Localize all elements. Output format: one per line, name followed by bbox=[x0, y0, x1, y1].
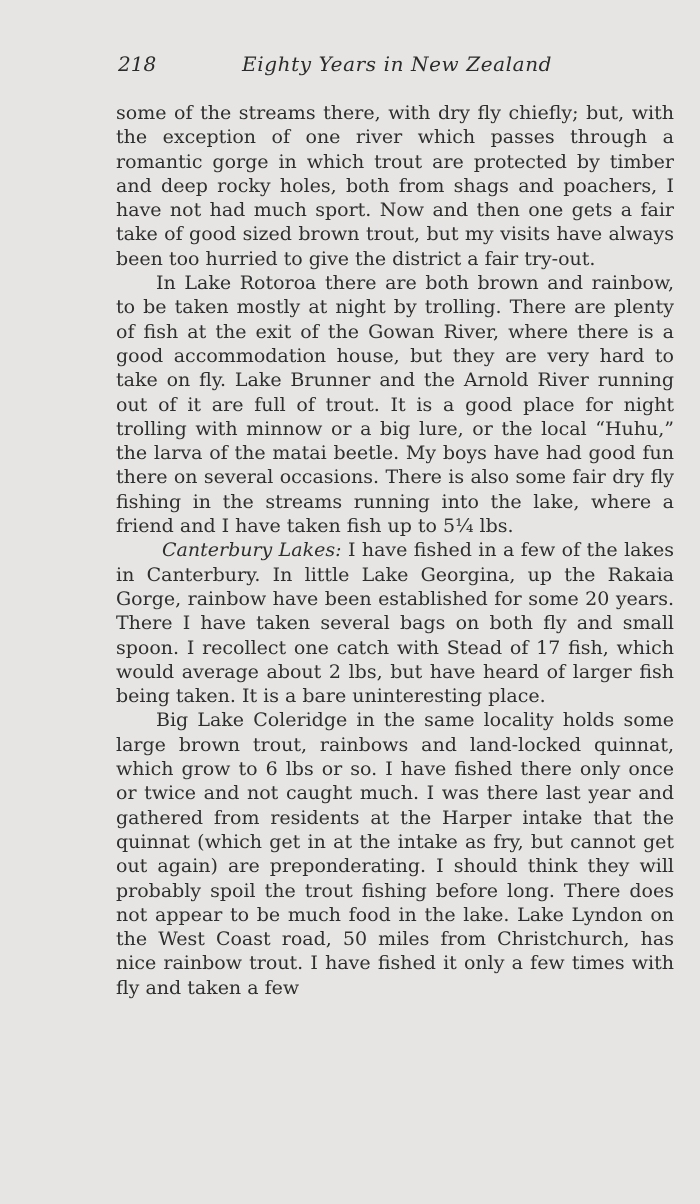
page-header bbox=[118, 52, 674, 84]
section-heading-canterbury-lakes: Canterbury Lakes: bbox=[162, 539, 342, 562]
paragraph-continued: some of the streams there, with dry fly chiefly; but, with the exception of one river which passes through a romantic gorge in which trout are protected by timber and deep rocky holes, both from shags and poachers, I have not had much sport. Now and then one gets a fair take of good sized brown trout, but my visits have always been too hurried to give the district a fair try-out. bbox=[116, 102, 674, 270]
page-number: 218 bbox=[118, 52, 157, 76]
body-text bbox=[116, 101, 674, 1000]
paragraph-canterbury-lakes bbox=[116, 538, 674, 708]
paragraph-lake-rotoroa: In Lake Rotoroa there are both brown and rainbow, to be taken mostly at night by trolling. There are plenty of fish at the exit of the Gowan River, where there is a good accommodation house, but they are very hard to take on fly. Lake Brunner and the Arnold River running out of it are full of trout. It is a good place for night trolling with minnow or a big lure, or the local “Huhu,” the larva of the matai beetle. My boys have had good fun there on several occasions. There is also some fair dry fly fishing in the streams running into the lake, where a friend and I have taken fish up to 5¼ lbs. bbox=[116, 272, 674, 538]
running-title: Eighty Years in New Zealand bbox=[242, 52, 553, 76]
paragraph-lake-coleridge: Big Lake Coleridge in the same locality holds some large brown trout, rainbows and land-locked quinnat, which grow to 6 lbs or so. I have fished there only once or twice and not caught much. I was there last year and gathered from residents at the Harper intake that the quinnat (which get in at the intake as fry, but cannot get out again) are preponderating. I should think they will probably spoil the trout fishing before long. There does not appear to be much food in the lake. Lake Lyndon on the West Coast road, 50 miles from Christchurch, has nice rainbow trout. I have fished it only a few times with fly and taken a few bbox=[116, 709, 674, 999]
paragraph-canterbury-text: I have fished in a few of the lakes in Canterbury. In little Lake Georgina, up the Rakaia Gorge, rainbow have been established for some 20 years. There I have taken several bags on both fly and small spoon. I recollect one catch with Stead of 17 fish, which would average about 2 lbs, but have heard of larger fish being taken. It is a bare uninteresting place. bbox=[116, 539, 674, 708]
